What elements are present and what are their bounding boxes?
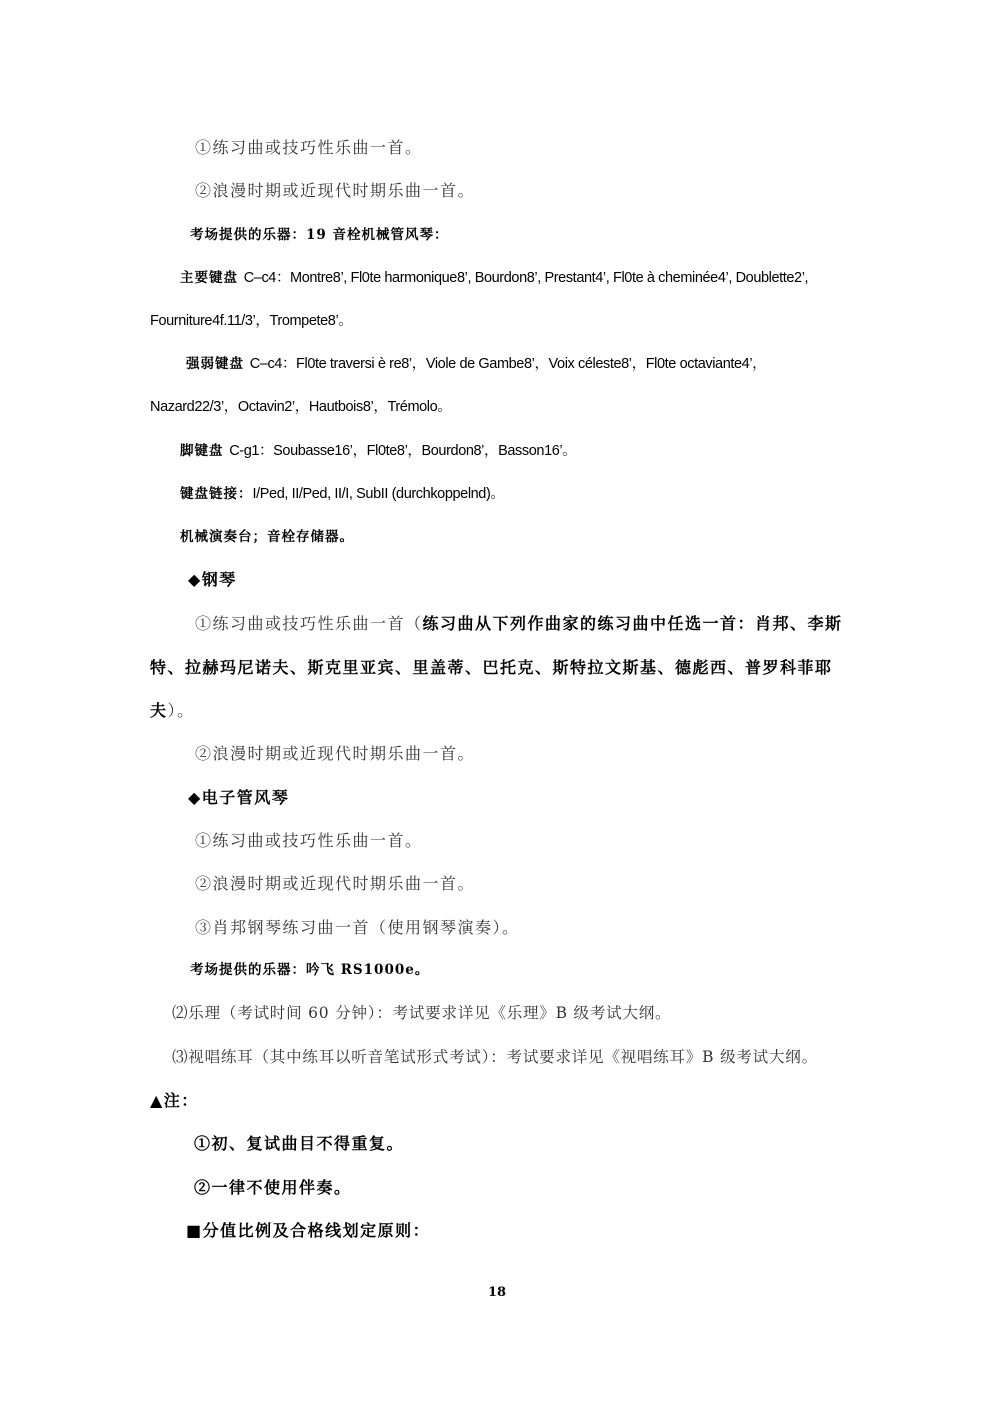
piano-item-etude-start: ①练习曲或技巧性乐曲一首（ <box>195 614 423 633</box>
spec-text: C–c4：Fl0te traversi è re8’，Viole de Gambe8’，Voix céleste8’，Fl0te octaviante4’， <box>249 356 767 372</box>
note-heading: ▲注： <box>150 1091 199 1110</box>
piano-composers-cont: 特、拉赫玛尼诺夫、斯克里亚宾、里盖蒂、巴托克、斯特拉文斯基、德彪西、普罗科菲耶 <box>150 658 833 677</box>
spec-label: 键盘链接： <box>180 486 253 502</box>
section-electone-heading: ◆电子管风琴 <box>188 788 290 807</box>
spec-label: 脚键盘 <box>180 443 230 459</box>
spec-label: 强弱键盘 <box>186 356 250 372</box>
scoring-heading: ■分值比例及合格线划定原则： <box>186 1221 431 1240</box>
theory-exam: ⑵乐理（考试时间 60 分钟）：考试要求详见《乐理》B 级考试大纲。 <box>172 1004 672 1022</box>
piano-item-etude <box>195 616 843 632</box>
piano-composers-end-close: ）。 <box>167 701 195 720</box>
instrument-heading-organ: 考场提供的乐器：19 音栓机械管风琴： <box>190 227 449 243</box>
electone-item-etude: ①练习曲或技巧性乐曲一首。 <box>195 831 423 850</box>
spec-label: 主要键盘 <box>180 270 244 286</box>
spec-text: C–c4：Montre8’, Fl0te harmonique8’, Bourdon8’, Prestant4’, Fl0te à cheminée4’, Doublette2’, <box>243 270 809 286</box>
section-piano-heading: ◆钢琴 <box>188 570 237 589</box>
piano-composers-note: 练习曲从下列作曲家的练习曲中任选一首：肖邦、李斯 <box>422 614 843 633</box>
spec-main-manual-cont: Fourniture4f.11/3’，Trompete8’。 <box>150 313 353 329</box>
piano-item-romantic: ②浪漫时期或近现代时期乐曲一首。 <box>195 744 476 763</box>
spec-text: C-g1：Soubasse16’，Fl0te8’，Bourdon8’，Basson16’。 <box>229 443 577 459</box>
electone-item-chopin: ③肖邦钢琴练习曲一首（使用钢琴演奏）。 <box>195 918 520 937</box>
note-item-no-accompaniment: ②一律不使用伴奏。 <box>194 1178 352 1197</box>
instrument-heading-electone: 考场提供的乐器：吟飞 RS1000e。 <box>190 962 430 978</box>
spec-pedal <box>180 444 576 459</box>
electone-item-romantic: ②浪漫时期或近现代时期乐曲一首。 <box>195 874 476 893</box>
spec-swell-manual <box>186 357 766 372</box>
page-number: 18 <box>488 1285 507 1300</box>
solfege-exam: ⑶视唱练耳（其中练耳以听音笔试形式考试）：考试要求详见《视唱练耳》B 级考试大纲。 <box>172 1048 818 1066</box>
spec-console: 机械演奏台；音栓存储器。 <box>180 529 354 545</box>
spec-couplers <box>180 487 505 502</box>
spec-text: I/Ped, II/Ped, II/I, SubII (durchkoppelnd)。 <box>252 486 505 502</box>
note-item-no-repeat: ①初、复试曲目不得重复。 <box>194 1134 405 1153</box>
spec-swell-manual-cont: Nazard22/3’，Octavin2’，Hautbois8’，Trémolo。 <box>150 399 452 415</box>
piano-composers-end-bold: 夫 <box>150 701 168 720</box>
item-etude: ①练习曲或技巧性乐曲一首。 <box>195 138 423 157</box>
spec-main-manual <box>180 271 808 286</box>
piano-composers-end <box>150 703 195 719</box>
item-romantic: ②浪漫时期或近现代时期乐曲一首。 <box>195 181 476 200</box>
